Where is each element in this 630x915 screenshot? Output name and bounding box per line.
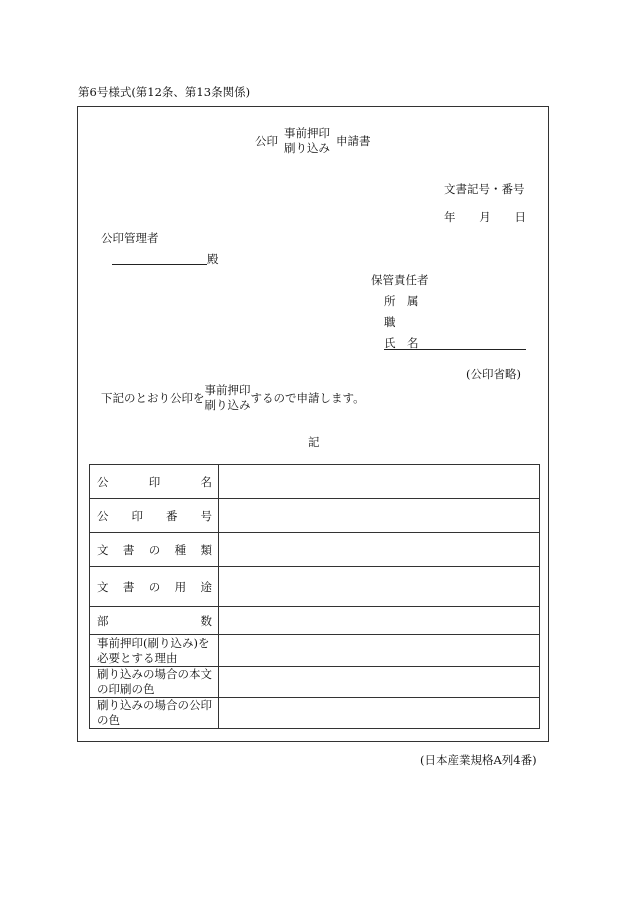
table-row — [90, 635, 540, 667]
seal-name-field[interactable] — [219, 465, 540, 499]
request-options — [205, 383, 251, 413]
name-label: 氏 名 — [384, 336, 419, 350]
applicant-heading: 保管責任者 — [371, 273, 429, 287]
reason-field[interactable] — [219, 635, 540, 667]
table-row — [90, 499, 540, 533]
application-table — [89, 464, 540, 729]
title-options — [284, 126, 330, 156]
title-suffix: 申請書 — [336, 134, 371, 148]
table-row — [90, 465, 540, 499]
label-body-print-color: 刷り込みの場合の本文の印刷の色 — [90, 667, 219, 698]
title-option-2: 刷り込み — [284, 141, 330, 155]
label-seal-color: 刷り込みの場合の公印の色 — [90, 698, 219, 729]
addressee-title: 公印管理者 — [101, 231, 159, 245]
seal-number-field[interactable] — [219, 499, 540, 533]
document-purpose-field[interactable] — [219, 567, 540, 607]
request-after: するので申請します。 — [250, 391, 365, 405]
date-day: 日 — [514, 210, 526, 224]
paper-size-note: (日本産業規格A列4番) — [420, 753, 537, 767]
label-seal-name: 公 印 名 — [90, 465, 219, 499]
request-before: 下記のとおり公印を — [101, 391, 205, 405]
document-number-label: 文書記号・番号 — [444, 182, 525, 196]
request-option-2: 刷り込み — [204, 398, 251, 412]
request-option-1: 事前押印 — [204, 383, 251, 397]
date-month: 月 — [479, 210, 491, 224]
form-number: 第6号様式(第12条、第13条関係) — [78, 85, 251, 99]
position-label: 職 — [384, 315, 396, 329]
table-row — [90, 567, 540, 607]
document-type-field[interactable] — [219, 533, 540, 567]
ki-heading: 記 — [308, 435, 320, 449]
label-document-purpose: 文 書 の 用 途 — [90, 567, 219, 607]
form-title — [255, 126, 371, 156]
label-copies: 部 数 — [90, 607, 219, 635]
table-row — [90, 667, 540, 698]
title-prefix: 公印 — [255, 134, 278, 148]
affiliation-label: 所 属 — [384, 294, 419, 308]
label-seal-number: 公 印 番 号 — [90, 499, 219, 533]
addressee-honorific: 殿 — [207, 252, 219, 266]
label-reason: 事前押印(刷り込み)を必要とする理由 — [90, 635, 219, 667]
title-option-1: 事前押印 — [284, 126, 330, 140]
seal-color-field[interactable] — [219, 698, 540, 729]
table-row — [90, 607, 540, 635]
copies-field[interactable] — [219, 607, 540, 635]
seal-omitted-note: (公印省略) — [466, 367, 521, 381]
addressee-name-line — [112, 264, 207, 265]
applicant-name-line — [384, 349, 526, 350]
body-print-color-field[interactable] — [219, 667, 540, 698]
date-year: 年 — [444, 210, 456, 224]
date-line — [444, 209, 526, 225]
label-document-type: 文 書 の 種 類 — [90, 533, 219, 567]
table-row — [90, 533, 540, 567]
request-statement — [101, 383, 365, 413]
table-row — [90, 698, 540, 729]
